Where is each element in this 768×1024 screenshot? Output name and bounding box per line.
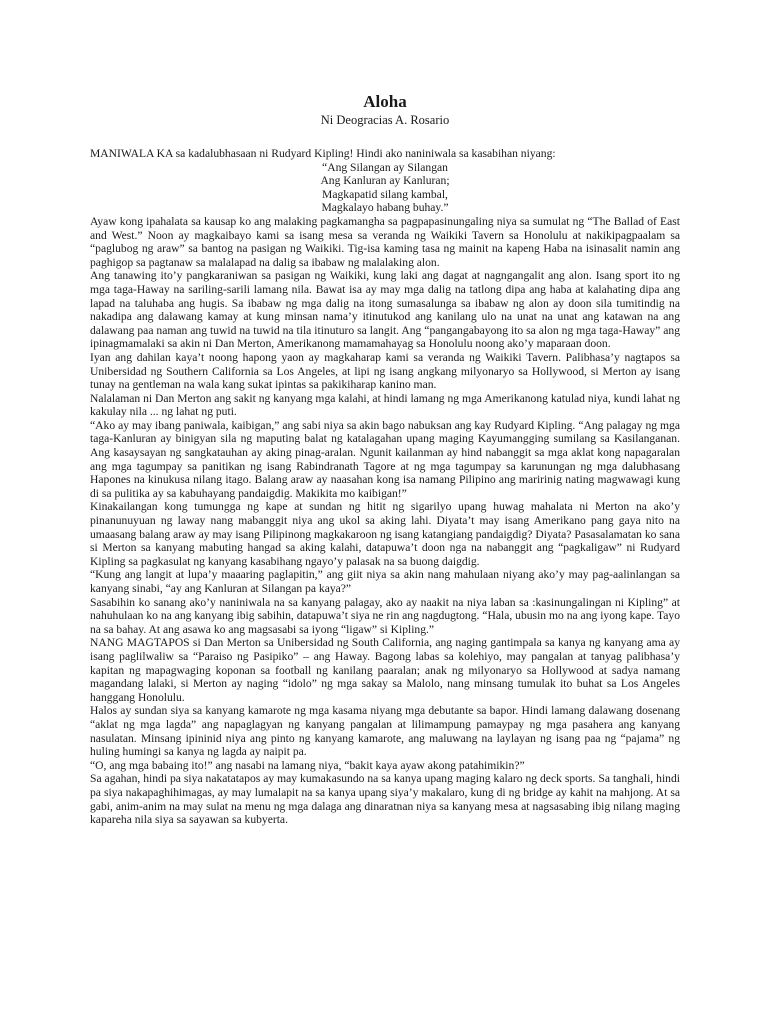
- paragraph: “Kung ang langit at lupa’y maaaring paglapitin,” ang giit niya sa akin nang mahulaan niyang ako’y may pag-aalinlangan sa kanyang sinabi, “ay ang Kanluran at Silangan pa kaya?”: [90, 568, 680, 595]
- story-title: Aloha: [363, 92, 407, 111]
- paragraph: Sasabihin ko sanang ako’y naniniwala na sa kanyang palagay, ako ay naakit na niya laban sa :kasinungalingan ni Kipling” at nahuhulaan ko na ang kanyang ibig sabihin, datapuwa’t siya ne rin ang nagdugtong. “Hala, ubusin mo na ang iyong kape. Tayo na sa bahay. At ang asawa ko ang magsasabi sa iyong “ligaw” si Kipling.”: [90, 595, 680, 636]
- paragraph: Iyan ang dahilan kaya’t noong hapong yaon ay magkaharap kami sa veranda ng Waikiki Tavern. Palibhasa’y nagtapos sa Unibersidad ng Southern California sa Los Angeles, at lipi ng isang angkang milyonaryo sa Hollywood, si Merton ay isang tunay na gentleman na wala kang sukat ipintas sa pakikiharap kanino man.: [90, 350, 680, 392]
- paragraph: Ang tanawing ito’y pangkaraniwan sa pasigan ng Waikiki, kung laki ang dagat at nagngangalit ang alon. Isang sport ito ng mga taga-Haway na sariling-sarili lamang nila. Bawat isa ay may mga dalig na tatlong dipa ang haba at kalahating dipa ang lapad na taluhaba ang hugis. Sa ibabaw ng mga dalig na itong sumasalunga sa ibabaw ng alon ay doon sila tumitindig na nakadipa ang dalawang kamay at kung minsan nama’y itinutukod ang kanilang ulo na unat na unat ang katawan na ang dalawang paa naman ang tuwid na tuwid na tila itinuturo sa langit. Ang “pangangabayong ito sa alon ng mga taga-Haway” ang ipinagmamalaki sa akin ni Dan Merton, Amerikanong mamamahayag sa Honolulu noong ako’y maparaan doon.: [90, 269, 680, 351]
- paragraph: Kinakailangan kong tumungga ng kape at sundan ng hitit ng sigarilyo upang huwag mahalata ni Merton na ako’y pinanunuyuan ng laway nang mabanggit niya ang ukol sa aking lahi. Diyata’t may isang Amerikano pang gaya nito na umaasang balang araw ay may isang Pilipinong magkakaroon ng isang katangiang pandaigdig? Diyata? Pasasalamatan ko sana si Merton sa kanyang mabuting hangad sa aking kalahi, datapuwa’t doon nga na nabanggit ang “pagkaligaw” ni Rudyard Kipling sa pagkasulat ng kanyang kasabihang ngayo’y palasak na sa buong daigdig.: [90, 500, 680, 568]
- paragraph: Nalalaman ni Dan Merton ang sakit ng kanyang mga kalahi, at hindi lamang ng mga Amerikanong katulad niya, kundi lahat ng kakulay nila ... ng lahat ng puti.: [90, 391, 680, 419]
- story-body: [90, 147, 680, 827]
- verse-line: Ang Kanluran ay Kanluran;: [320, 174, 450, 188]
- verse-line: “Ang Silangan ay Silangan: [322, 160, 448, 174]
- verse-line: Magkapatid silang kambal,: [322, 187, 448, 201]
- paragraph: Ayaw kong ipahalata sa kausap ko ang malaking pagkamangha sa pagpapasinungaling niya sa sumulat ng “The Ballad of East and West.” Noon ay magkaibayo kami sa isang mesa sa veranda ng Waikiki Tavern sa Honolulu at nakikipagpaalam sa “paglubog ng araw” sa bantog na pasigan ng Waikiki. Tig-isa kaming tasa ng mainit na kapeng Haba na isinasalit namin ang paghigop sa pagtanaw sa malalapad na dalig sa ibabaw ng malalaking alon.: [90, 214, 680, 269]
- paragraph: NANG MAGTAPOS si Dan Merton sa Unibersidad ng South California, ang naging gantimpala sa kanya ng kanyang ama ay isang paglilwaliw sa “Paraiso ng Pasipiko” – ang Haway. Bagong labas sa kolehiyo, may pangalan at tanyag palibhasa’y kapitan ng mapagwaging koponan sa football ng kanilang paaralan; anak ng milyonaryo sa Hollywood at sadya namang magandang lalaki, si Merton ay naging “idolo” ng mga sakay sa Malolo, nang minsang tumulak ito buhat sa Los Angeles hanggang Honolulu.: [90, 636, 680, 704]
- intro-paragraph: MANIWALA KA sa kadalubhasaan ni Rudyard Kipling! Hindi ako naniniwala sa kasabihan niyang:: [90, 147, 556, 160]
- kipling-verse: [90, 161, 680, 215]
- paragraph: Sa agahan, hindi pa siya nakatatapos ay may kumakasundo na sa kanya upang maging kalaro ng deck sports. Sa tanghali, hindi pa siya nakapaghihimagas, ay may lumalapit na sa kanya upang siya’y makalaro, kung di ng bridge ay kahit na mahjong. At sa gabi, anim-anim na may sulat na menu ng mga dalaga ang dinaratnan niya sa kanyang mesa at nagsasabing ibig nilang maging kapareha nila siya sa sayawan sa kubyerta.: [90, 772, 680, 827]
- paragraph: Halos ay sundan siya sa kanyang kamarote ng mga kasama niyang mga debutante sa bapor. Hindi lamang dalawang dosenang “aklat ng mga lagda” ang napaglagyan ng kanyang pangalan at lilimampung pamaypay ng mga pasahera ang kanyang nasulatan. Minsang ipininid niya ang pinto ng kanyang kamarote, ang maluwang na laylayan ng isang paa ng “pajama” ng huling humingi sa kanya ng lagda ay naipit pa.: [90, 704, 680, 759]
- verse-line: Magkalayo habang buhay.”: [321, 201, 449, 215]
- paragraph: “Ako ay may ibang paniwala, kaibigan,” ang sabi niya sa akin bago nabuksan ang kay Rudyard Kipling. “Ang palagay ng mga taga-Kanluran ay binigyan sila ng maputing balat ng katalagahan upang maging Kayumangging sumilang sa Kasilanganan. Ang kasaysayan ng sangkatauhan ay aking pinag-aralan. Ngunit kailanman ay hind nabanggit sa mga aklat kong napagaralan ang mga tagumpay sa panitikan ng isang Rabindranath Tagore at ng mga tagumpay sa karunungan ng mga dalubhasang Hapones na kinukusa nilang itago. Balang araw ay naasahan kong isa namang Pilipino ang maririnig nating magwawagi kung di sa pulitika ay sa kabuhayang pandaigdig. Makikita mo kaibigan!”: [90, 418, 680, 500]
- paragraph: “O, ang mga babaing ito!” ang nasabi na lamang niya, “bakit kaya ayaw akong patahimikin?”: [90, 758, 525, 772]
- story-author: Ni Deogracias A. Rosario: [320, 113, 450, 127]
